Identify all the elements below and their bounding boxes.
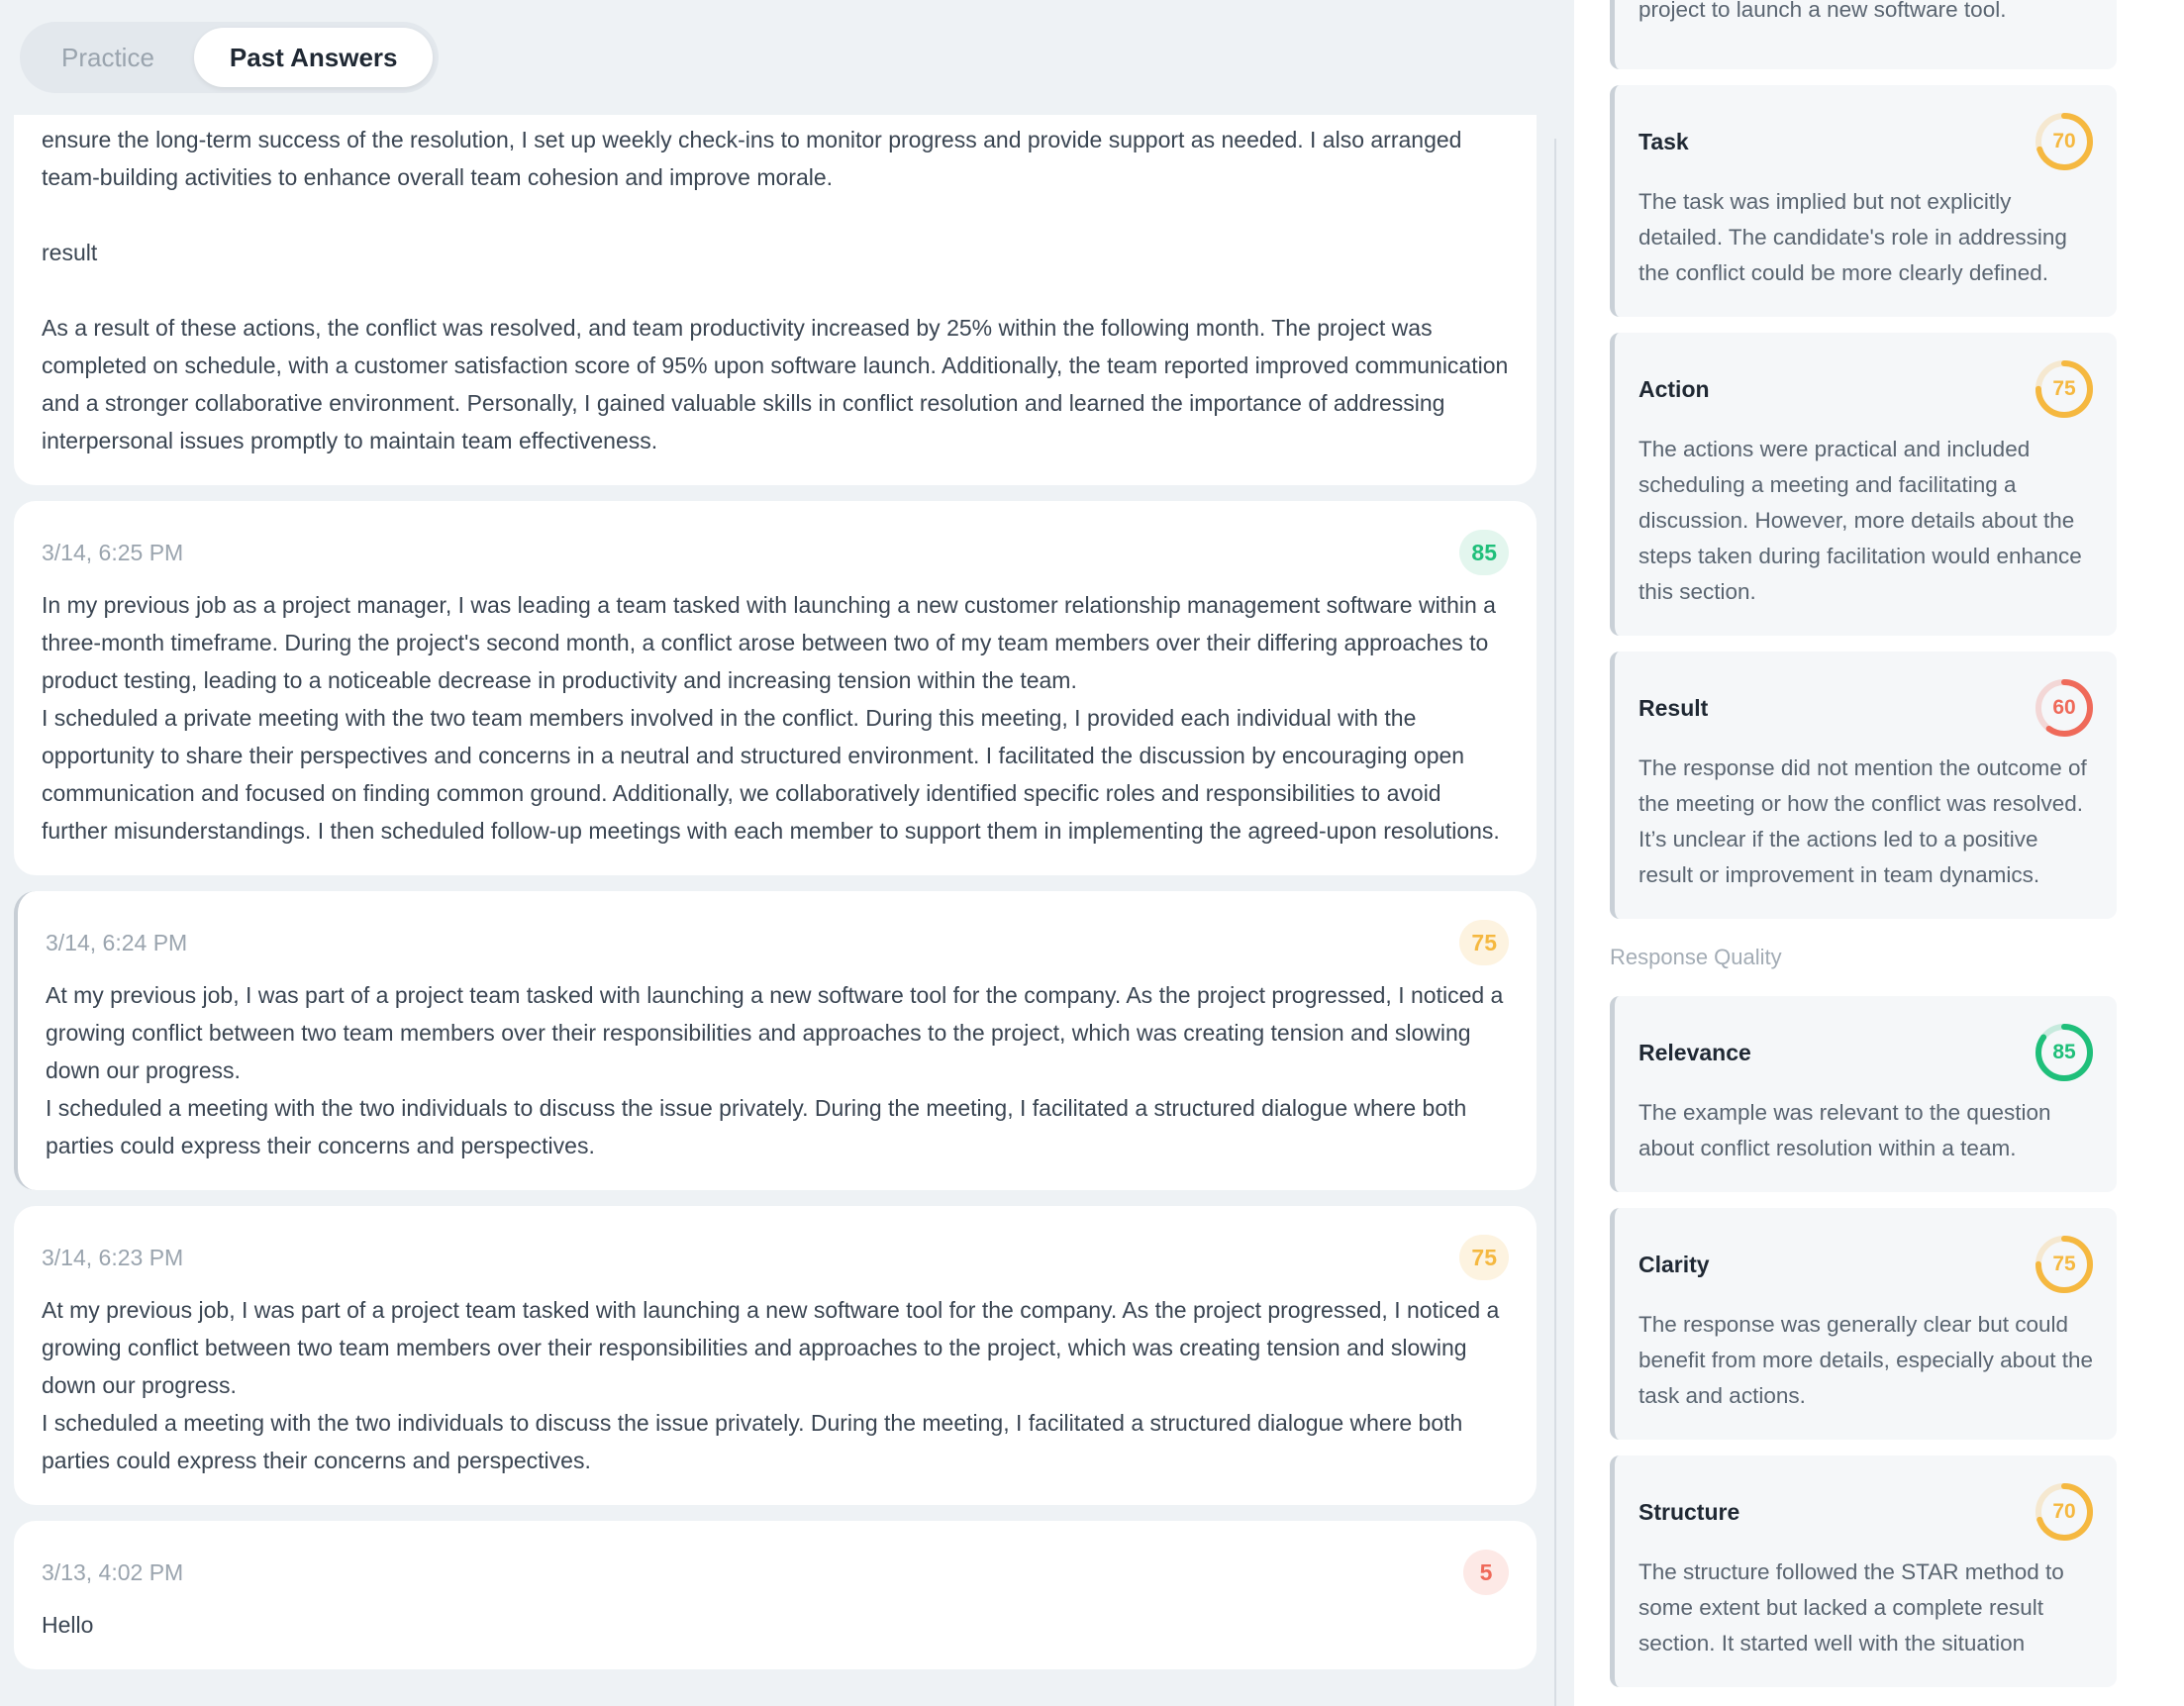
- feedback-card-relevance: [1610, 996, 2117, 1192]
- score-value: 70: [2052, 130, 2076, 152]
- score-ring: [2034, 1234, 2095, 1295]
- feedback-text: The task was implied but not explicitly detailed. The candidate's role in addressing the conflict could be more clearly defined.: [1638, 189, 2067, 285]
- mode-tabs: [20, 22, 439, 93]
- feedback-card-structure: [1610, 1455, 2117, 1687]
- section-label-response-quality: Response Quality: [1610, 945, 1782, 969]
- answer-timestamp: 3/14, 6:24 PM: [46, 929, 188, 955]
- feedback-title: Action: [1638, 375, 1710, 402]
- answer-timestamp: 3/14, 6:23 PM: [42, 1244, 184, 1270]
- score-value: 60: [2052, 696, 2076, 719]
- feedback-card-result: [1610, 652, 2117, 919]
- feedback-title: Clarity: [1638, 1251, 1710, 1277]
- feedback-card-task: [1610, 85, 2117, 317]
- score-value: 75: [2052, 1253, 2076, 1275]
- feedback-title: Structure: [1638, 1498, 1740, 1525]
- score-value: 70: [2052, 1500, 2076, 1523]
- feedback-card-action: [1610, 333, 2117, 636]
- answer-text: At my previous job, I was part of a project team tasked with launching a new software tool for the company. As the project progressed, I noticed a growing conflict between two team members over their responsibilities and approaches to the project, which was creating tension and slowing down our progress. I scheduled a meeting with the two individuals to discuss the issue privately. During the meeting, I facilitated a structured dialogue where both parties could express their concerns and perspectives.: [42, 1297, 1500, 1473]
- score-ring: [2034, 1022, 2095, 1083]
- answer-card[interactable]: [14, 1521, 1537, 1669]
- answer-timestamp: 3/13, 4:02 PM: [42, 1558, 184, 1585]
- answer-text: At my previous job, I was part of a project team tasked with launching a new software tool for the company. As the project progressed, I noticed a growing conflict between two team members over their responsibilities and approaches to the project, which was creating tension and slowing down our progress. I scheduled a meeting with the two individuals to discuss the issue privately. During the meeting, I facilitated a structured dialogue where both parties could express their concerns and perspectives.: [46, 982, 1504, 1158]
- answer-text: Hello: [42, 1612, 94, 1638]
- score-value: 85: [2052, 1041, 2076, 1063]
- score-badge: 85: [1459, 530, 1509, 575]
- score-ring: [2034, 1481, 2095, 1543]
- feedback-text: project to launch a new software tool.: [1638, 0, 2007, 22]
- score-ring: [2034, 358, 2095, 420]
- answer-card[interactable]: [14, 501, 1537, 875]
- feedback-panel: [1574, 0, 2184, 1706]
- score-ring: [2034, 677, 2095, 739]
- feedback-card-clarity: [1610, 1208, 2117, 1440]
- scrollbar[interactable]: [1554, 139, 1556, 1706]
- answer-timestamp: 3/14, 6:25 PM: [42, 539, 184, 565]
- score-badge: 75: [1459, 920, 1509, 965]
- answer-card[interactable]: [14, 1206, 1537, 1505]
- score-badge: 75: [1459, 1235, 1509, 1280]
- feedback-title: Relevance: [1638, 1039, 1751, 1065]
- score-ring: [2034, 111, 2095, 172]
- feedback-title: Result: [1638, 694, 1709, 721]
- feedback-text: The example was relevant to the question about conflict resolution within a team.: [1638, 1100, 2051, 1160]
- tab-practice[interactable]: Practice: [61, 42, 154, 72]
- score-value: 75: [2052, 377, 2076, 400]
- feedback-text: The actions were practical and included scheduling a meeting and facilitating a discussion. However, more details about the steps taken during facilitation would enhance this section.: [1638, 437, 2082, 604]
- feedback-title: Task: [1638, 128, 1689, 154]
- answer-text: In my previous job as a project manager, I was leading a team tasked with launching a new customer relationship management software within a three-month timeframe. During the project's second month, a conflict arose between two of my team members over their differing approaches to product testing, leading to a noticeable decrease in productivity and increasing tension within the team. I scheduled a private meeting with the two team members involved in the conflict. During this meeting, I provided each individual with the opportunity to share their perspectives and concerns in a neutral and structured environment. I facilitated the discussion by encouraging open communication and focused on finding common ground. Additionally, we collaboratively identified specific roles and responsibilities to avoid further misunderstandings. I then scheduled follow-up meetings with each member to support them in implementing the agreed-upon resolutions.: [42, 592, 1500, 844]
- answer-card[interactable]: [14, 115, 1537, 485]
- score-badge: 5: [1463, 1550, 1509, 1595]
- tab-past-answers[interactable]: Past Answers: [194, 28, 434, 87]
- feedback-card-situation: [1610, 0, 2117, 69]
- answer-list: [14, 115, 1537, 1685]
- feedback-text: The response did not mention the outcome of the meeting or how the conflict was resolved. It’s unclear if the actions led to a positive result or improvement in team dynamics.: [1638, 755, 2087, 887]
- answer-text: ensure the long-term success of the resolution, I set up weekly check-ins to monitor progress and provide support as needed. I also arranged team-building activities to enhance overall team cohesion and improve morale. result As a result of these actions, the conflict was resolved, and team productivity increased by 25% within the following month. The project was completed on schedule, with a customer satisfaction score of 95% upon software launch. Additionally, the team reported improved communication and a stronger collaborative environment. Personally, I gained valuable skills in conflict resolution and learned the importance of addressing interpersonal issues promptly to maintain team effectiveness.: [42, 127, 1509, 453]
- feedback-text: The structure followed the STAR method to some extent but lacked a complete result section. It started well with the situation: [1638, 1559, 2064, 1656]
- answer-card-selected[interactable]: [14, 891, 1537, 1190]
- feedback-text: The response was generally clear but could benefit from more details, especially about the task and actions.: [1638, 1312, 2093, 1408]
